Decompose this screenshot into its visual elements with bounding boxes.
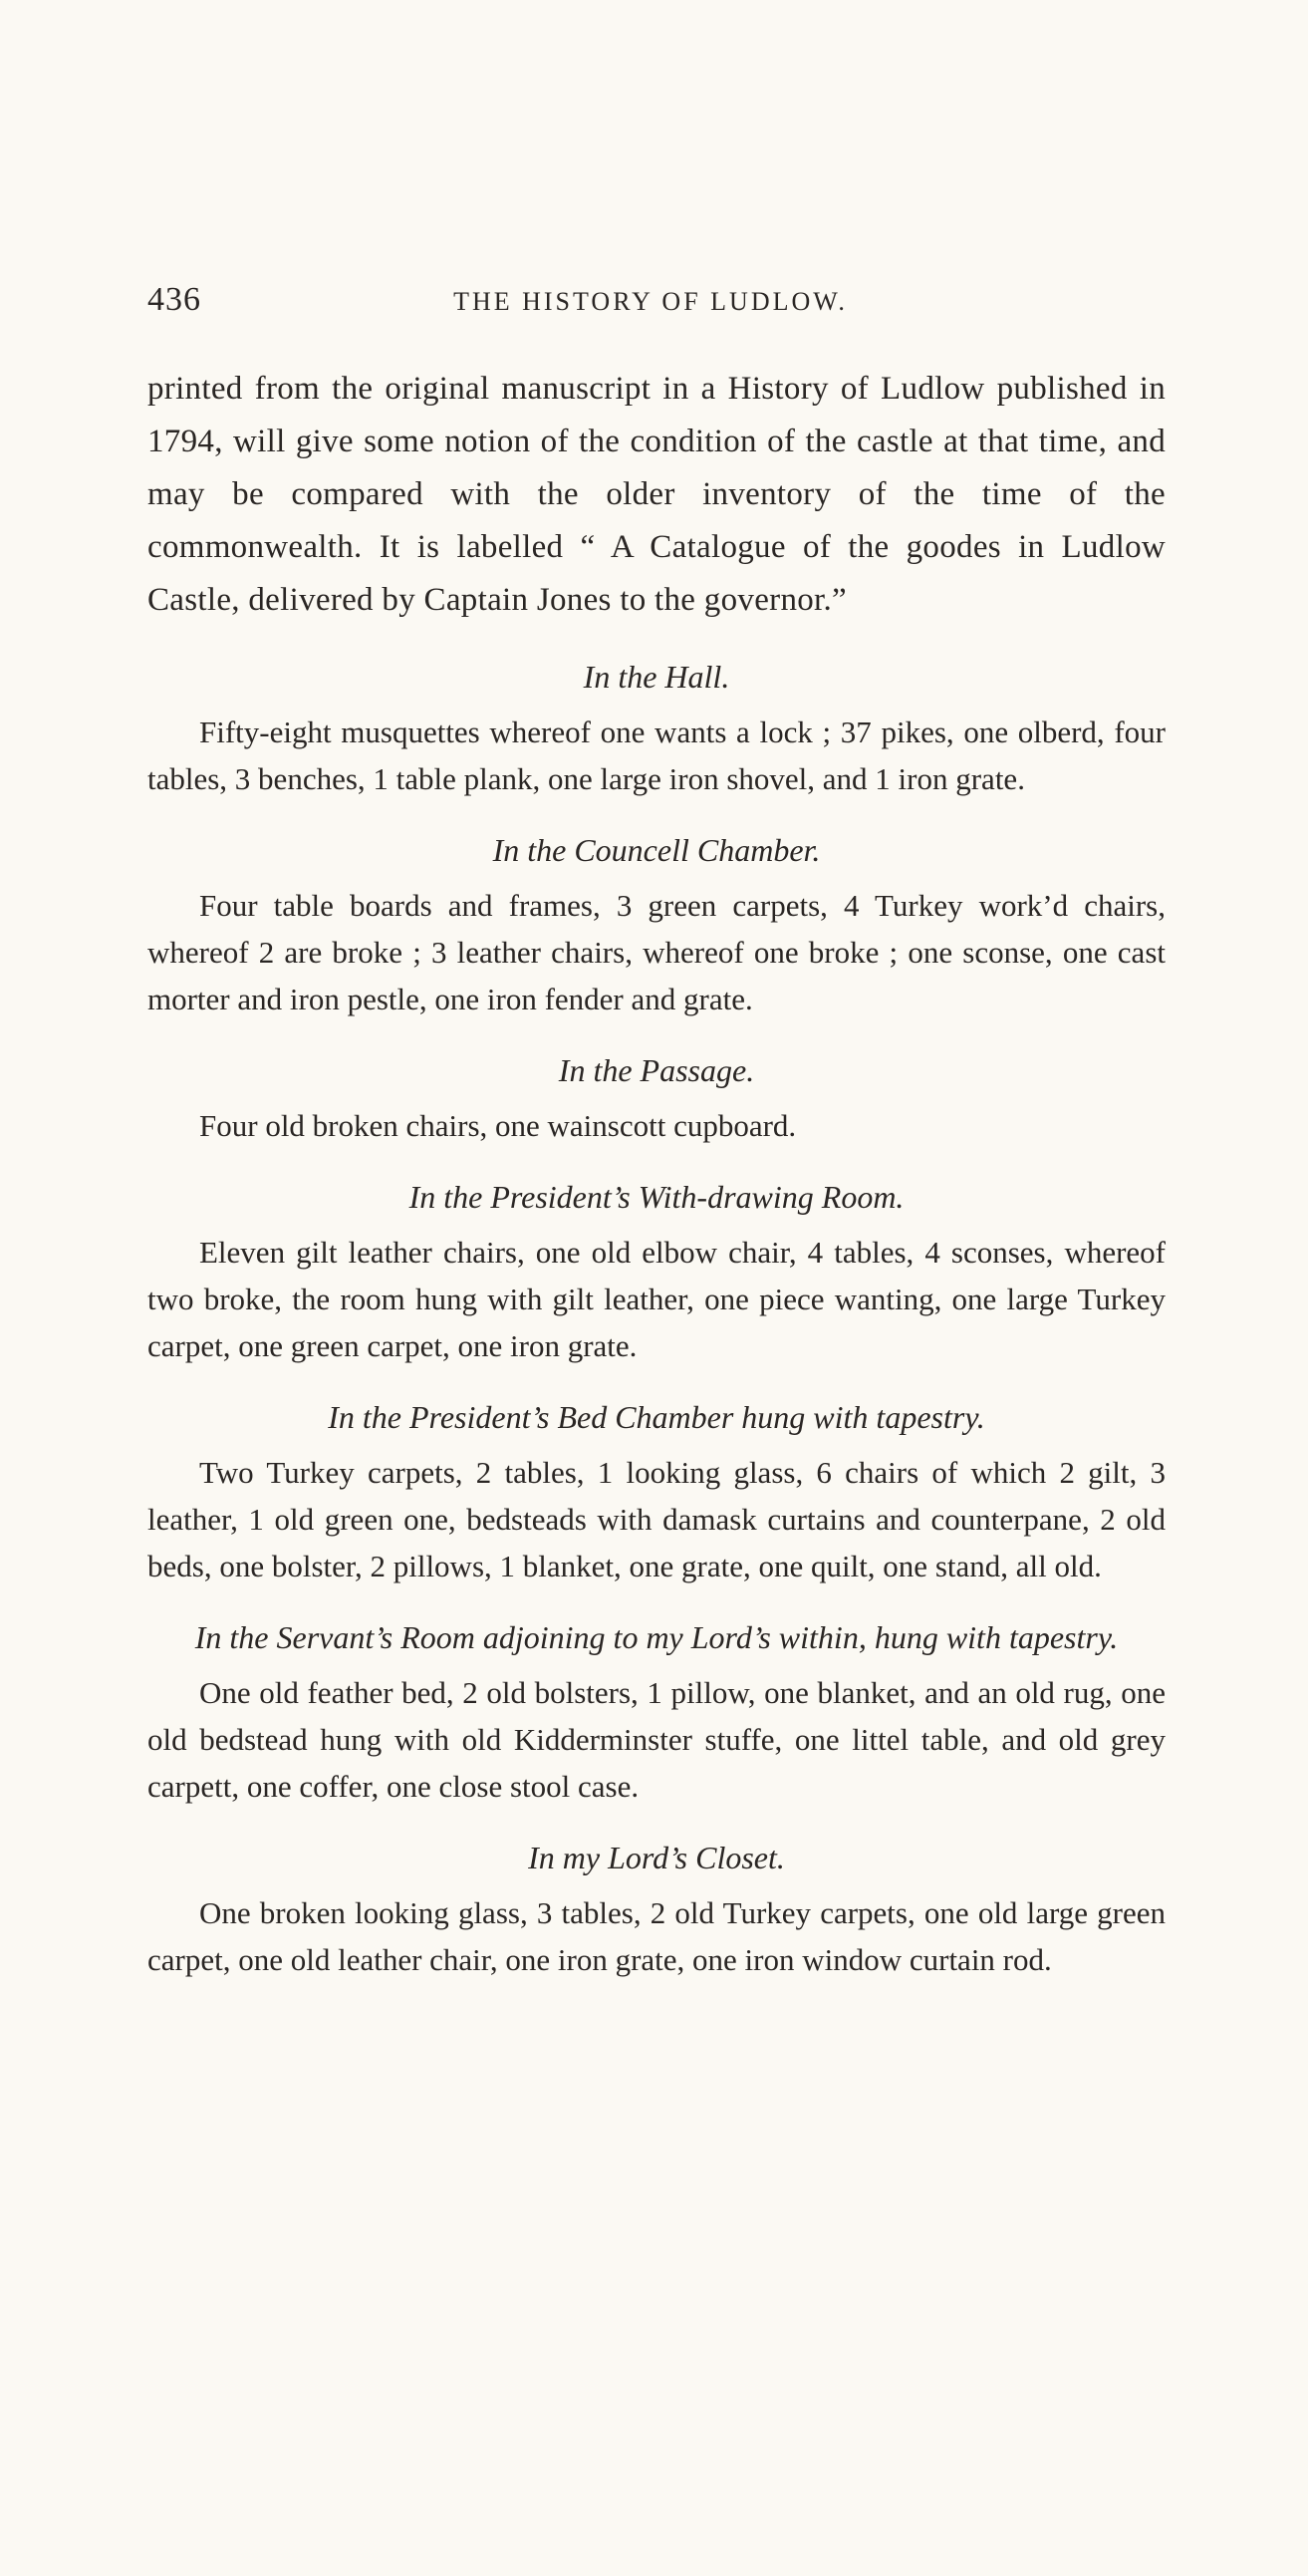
running-head	[147, 281, 1154, 327]
running-title: THE HISTORY OF LUDLOW.	[453, 287, 848, 316]
section-heading-withdrawing-room: In the President’s With-drawing Room.	[408, 1179, 905, 1215]
section-heading-servants-room: In the Servant’s Room adjoining to my Lord’s within, hung with tapestry.	[194, 1619, 1119, 1655]
section-heading-councell-chamber: In the Councell Chamber.	[492, 832, 821, 868]
section-text-bed-chamber: Two Turkey carpets, 2 tables, 1 looking glass, 6 chairs of which 2 gilt, 3 leather, 1 old green one, bedsteads with damask curtains and counterpane, 2 old beds, one bolster, 2 pillows, 1 blanket, one grate, one quilt, one stand, all old.	[147, 1455, 1166, 1583]
section-text-withdrawing-room: Eleven gilt leather chairs, one old elbow chair, 4 tables, 4 sconses, whereof two broke, the room hung with gilt leather, one piece wanting, one large Turkey carpet, one green carpet, one iron grate.	[147, 1235, 1166, 1363]
section-text-servants-room: One old feather bed, 2 old bolsters, 1 pillow, one blanket, and an old rug, one old bedstead hung with old Kidderminster stuffe, one littel table, and old grey carpett, one coffer, one close stool case.	[147, 1675, 1166, 1804]
section-text-councell-chamber: Four table boards and frames, 3 green carpets, 4 Turkey work’d chairs, whereof 2 are broke ; 3 leather chairs, whereof one broke ; one sconse, one cast morter and iron pestle, one iron fender and grate.	[147, 888, 1166, 1016]
page-number: 436	[147, 281, 201, 318]
section-heading-bed-chamber: In the President’s Bed Chamber hung with tapestry.	[328, 1399, 985, 1435]
section-text-hall: Fifty-eight musquettes whereof one wants a lock ; 37 pikes, one olberd, four tables, 3 benches, 1 table plank, one large iron shovel, and 1 iron grate.	[147, 715, 1166, 796]
intro-paragraph: printed from the original manuscript in a History of Ludlow published in 1794, will give some notion of the condition of the castle at that time, and may be compared with the older inventory of the time of the commonwealth. It is labelled “ A Catalogue of the goodes in Ludlow Castle, delivered by Captain Jones to the governor.”	[147, 371, 1166, 618]
section-text-passage: Four old broken chairs, one wainscott cupboard.	[199, 1108, 797, 1143]
section-text-lords-closet: One broken looking glass, 3 tables, 2 old Turkey carpets, one old large green carpet, one old leather chair, one iron grate, one iron window curtain rod.	[147, 1895, 1166, 1977]
section-heading-lords-closet: In my Lord’s Closet.	[528, 1840, 785, 1875]
body-text	[147, 363, 1166, 1983]
section-heading-passage: In the Passage.	[558, 1052, 755, 1088]
section-heading-hall: In the Hall.	[583, 659, 730, 695]
